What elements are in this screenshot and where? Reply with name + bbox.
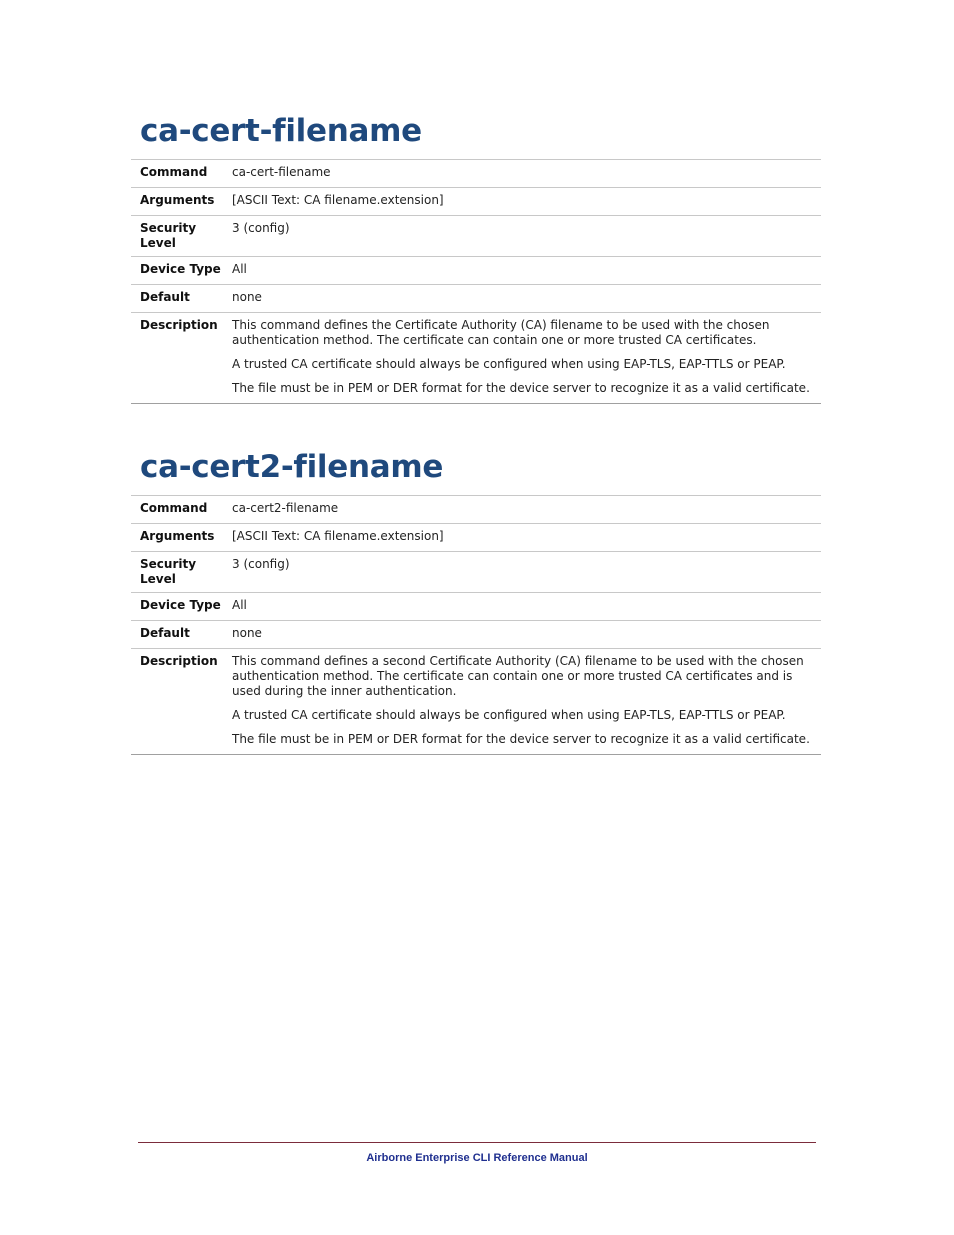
row-value-paragraph: ca-cert2-filename [232, 501, 339, 515]
row-label: Description [140, 654, 218, 668]
row-value-paragraph: The file must be in PEM or DER format for the device server to recognize it as a valid certificate. [232, 381, 810, 395]
row-value-paragraph: All [232, 262, 247, 276]
row-value [232, 285, 821, 313]
table-row [131, 188, 821, 216]
row-label: Security Level [140, 221, 197, 250]
command-table [131, 495, 821, 755]
table-row [131, 524, 821, 552]
row-value-paragraph: none [232, 626, 262, 640]
table-row [131, 216, 821, 257]
row-label: Arguments [140, 529, 215, 543]
table-row [131, 649, 821, 755]
footer-title: Airborne Enterprise CLI Reference Manual [366, 1152, 588, 1164]
row-label: Device Type [140, 598, 221, 612]
row-value-paragraph: 3 (config) [232, 221, 290, 235]
row-value [232, 188, 821, 216]
table-row [131, 552, 821, 593]
row-value-paragraph: A trusted CA certificate should always be configured when using EAP-TLS, EAP-TTLS or PEAP. [232, 708, 786, 722]
command-table-body [131, 496, 821, 755]
row-value-paragraph: This command defines a second Certificate Authority (CA) filename to be used with the chosen authentication method. The certificate can contain one or more trusted CA certificates and is used during the inner authentication. [232, 654, 804, 698]
row-label: Command [140, 501, 208, 515]
row-label: Default [140, 290, 190, 304]
row-value-paragraph: none [232, 290, 262, 304]
row-value-paragraph: A trusted CA certificate should always be configured when using EAP-TLS, EAP-TTLS or PEAP. [232, 357, 786, 371]
table-row [131, 313, 821, 404]
command-table [131, 159, 821, 404]
row-value [232, 552, 821, 593]
row-value-paragraph: ca-cert-filename [232, 165, 331, 179]
table-row [131, 593, 821, 621]
row-label: Arguments [140, 193, 215, 207]
table-row [131, 160, 821, 188]
row-label: Security Level [140, 557, 197, 586]
row-value [232, 257, 821, 285]
row-value-paragraph: [ASCII Text: CA filename.extension] [232, 193, 444, 207]
row-value-paragraph: 3 (config) [232, 557, 290, 571]
row-value [232, 593, 821, 621]
row-value [232, 160, 821, 188]
table-row [131, 257, 821, 285]
row-value-paragraph: This command defines the Certificate Authority (CA) filename to be used with the chosen authentication method. The certificate can contain one or more trusted CA certificates. [232, 318, 770, 347]
section-ca-cert-filename [131, 113, 821, 404]
section-title: ca-cert-filename [140, 113, 422, 149]
row-value-paragraph: The file must be in PEM or DER format for the device server to recognize it as a valid certificate. [232, 732, 810, 746]
row-value-paragraph: [ASCII Text: CA filename.extension] [232, 529, 444, 543]
row-label: Device Type [140, 262, 221, 276]
row-value [232, 496, 821, 524]
row-value [232, 313, 821, 404]
command-table-body [131, 160, 821, 404]
row-value [232, 621, 821, 649]
footer-divider [138, 1142, 816, 1143]
row-value [232, 216, 821, 257]
row-value [232, 524, 821, 552]
row-label: Description [140, 318, 218, 332]
section-ca-cert2-filename [131, 449, 821, 755]
row-label: Default [140, 626, 190, 640]
table-row [131, 496, 821, 524]
table-row [131, 285, 821, 313]
row-value-paragraph: All [232, 598, 247, 612]
row-value [232, 649, 821, 755]
table-row [131, 621, 821, 649]
row-label: Command [140, 165, 208, 179]
section-title: ca-cert2-filename [140, 449, 444, 485]
